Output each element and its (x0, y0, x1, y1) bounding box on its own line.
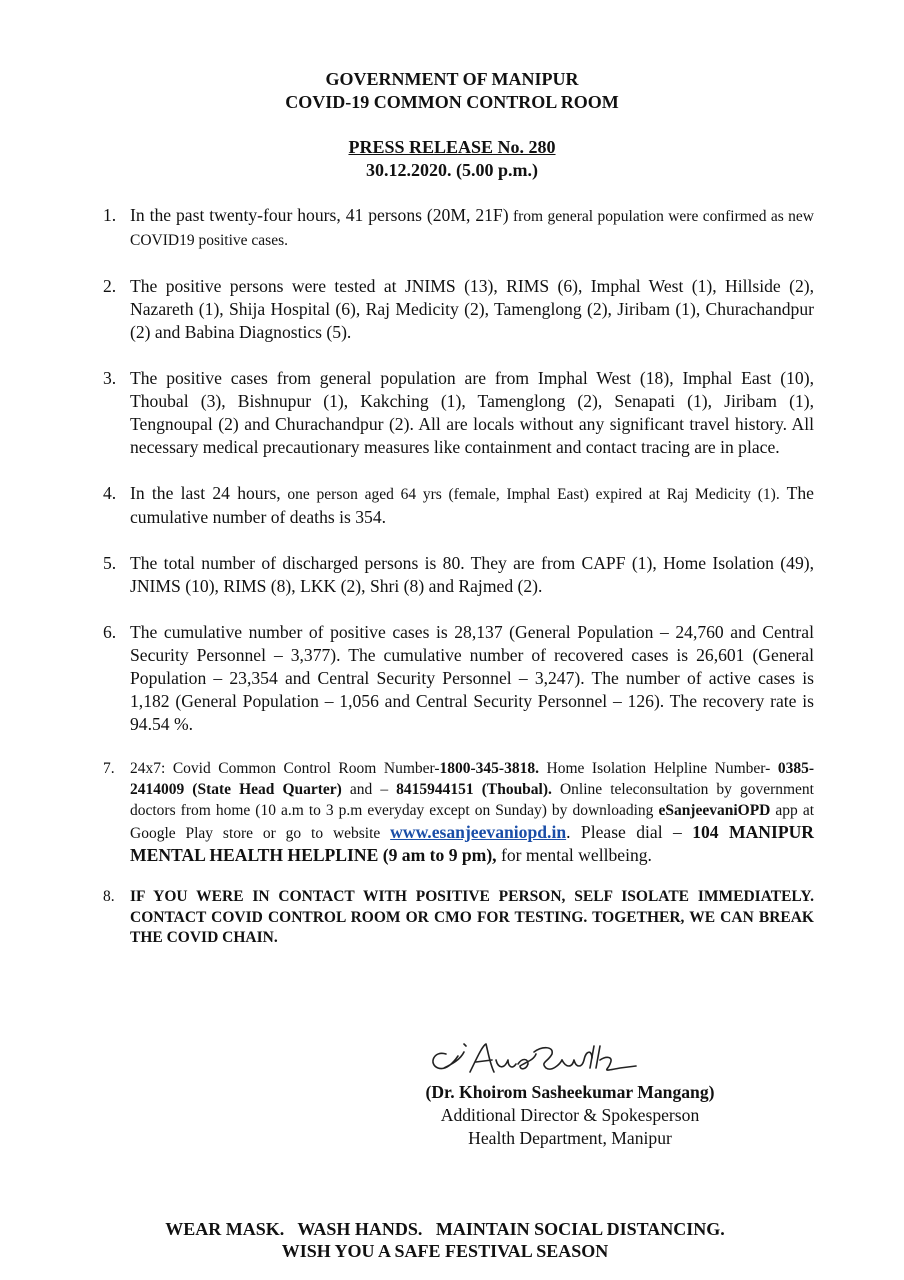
item-number: 1. (103, 205, 117, 225)
document-header (0, 68, 904, 182)
handwritten-signature (424, 1038, 654, 1082)
list-item (100, 887, 814, 949)
advisory-text: IF YOU WERE IN CONTACT WITH POSITIVE PERSON, SELF ISOLATE IMMEDIATELY. CONTACT COVID CONTROL ROOM OR CMO FOR TESTING. TOGETHER, WE CAN BREAK THE COVID CHAIN. (130, 888, 814, 946)
list-item: 6. The cumulative number of positive cases is 28,137 (General Population – 24,760 and Central Security Personnel – 3,377). The cumulative number of recovered cases is 26,601 (General Population – 23,354 and Central Security Personnel – 3,247). The number of active cases is 1,182 (General Population – 1,056 and Central Security Personnel – 126). The recovery rate is 94.54 %. (103, 622, 814, 734)
list-item: 4. In the last 24 hours, one person aged 64 yrs (female, Imphal East) expired at Raj Medicity (1). The cumulative number of deaths is 354. (103, 483, 814, 527)
control-room-number: 1800-345-3818. (439, 760, 539, 777)
list-item: 7. 24x7: Covid Common Control Room Number-1800-345-3818. Home Isolation Helpline Number- 0385-2414009 (State Head Quarter) and – 8415944151 (Thoubal). Online teleconsultation by government doctors from home (10 a.m to 3 p.m everyday except on Sunday) by downloading eSanjeevaniOPD app at Google Play store or go to website www.esanjeevaniopd.in. Please dial – 104 MANIPUR MENTAL HEALTH HELPLINE (9 am to 9 pm), for mental wellbeing. (103, 760, 815, 865)
item-number: 8. (103, 888, 115, 905)
item-number: 7. (103, 760, 115, 777)
signatory-department: Health Department, Manipur (468, 1128, 672, 1148)
app-name: eSanjeevaniOPD (658, 802, 771, 819)
signatory-name: (Dr. Khoirom Sasheekumar Mangang) (425, 1082, 715, 1102)
release-datetime: 30.12.2020. (5.00 p.m.) (366, 160, 538, 180)
signatory-block (360, 1081, 780, 1150)
control-room-title: COVID-19 COMMON CONTROL ROOM (285, 92, 619, 112)
footer-line-2: WISH YOU A SAFE FESTIVAL SEASON (281, 1241, 609, 1261)
helpline-thoubal-number: 8415944151 (Thoubal). (396, 781, 552, 798)
list-item: 5. The total number of discharged persons is 80. They are from CAPF (1), Home Isolation (49), JNIMS (10), RIMS (8), LKK (2), Shri (8) and Rajmed (2). (103, 553, 814, 596)
list-item: 1. In the past twenty-four hours, 41 persons (20M, 21F) from general population were confirmed as new COVID19 positive cases. (103, 205, 814, 249)
press-release-number: PRESS RELEASE No. 280 (348, 137, 556, 157)
footer-line-1: WEAR MASK. WASH HANDS. MAINTAIN SOCIAL DISTANCING. (165, 1219, 725, 1239)
item-number: 4. (103, 483, 117, 503)
government-title: GOVERNMENT OF MANIPUR (325, 69, 579, 89)
item-number: 3. (103, 368, 117, 388)
list-item: 3. The positive cases from general population are from Imphal West (18), Imphal East (10), Thoubal (3), Bishnupur (1), Kakching (1), Tamenglong (2), Senapati (1), Jiribam (1), Tengnoupal (2) and Churachandpur (2). All are locals without any significant travel history. All necessary medical precautionary measures like containment and contact tracing are in place. (103, 368, 814, 457)
item-number: 6. (103, 622, 117, 642)
footer-slogan (0, 1218, 890, 1262)
mental-health-helpline: 104 MANIPUR MENTAL HEALTH HELPLINE (9 am to 9 pm), (130, 822, 814, 865)
signatory-title: Additional Director & Spokesperson (440, 1105, 700, 1125)
helpline-hq-number: 0385-2414009 (State Head Quarter) (130, 760, 814, 798)
list-item: 2. The positive persons were tested at JNIMS (13), RIMS (6), Imphal West (1), Hillside (2), Nazareth (1), Shija Hospital (6), Raj Medicity (2), Tamenglong (2), Jiribam (1), Churachandpur (2) and Babina Diagnostics (5). (103, 276, 814, 342)
press-release-items (100, 204, 814, 949)
item-number: 5. (103, 553, 117, 573)
item-number: 2. (103, 276, 117, 296)
esanjeevani-link[interactable]: www.esanjeevaniopd.in (390, 822, 567, 842)
